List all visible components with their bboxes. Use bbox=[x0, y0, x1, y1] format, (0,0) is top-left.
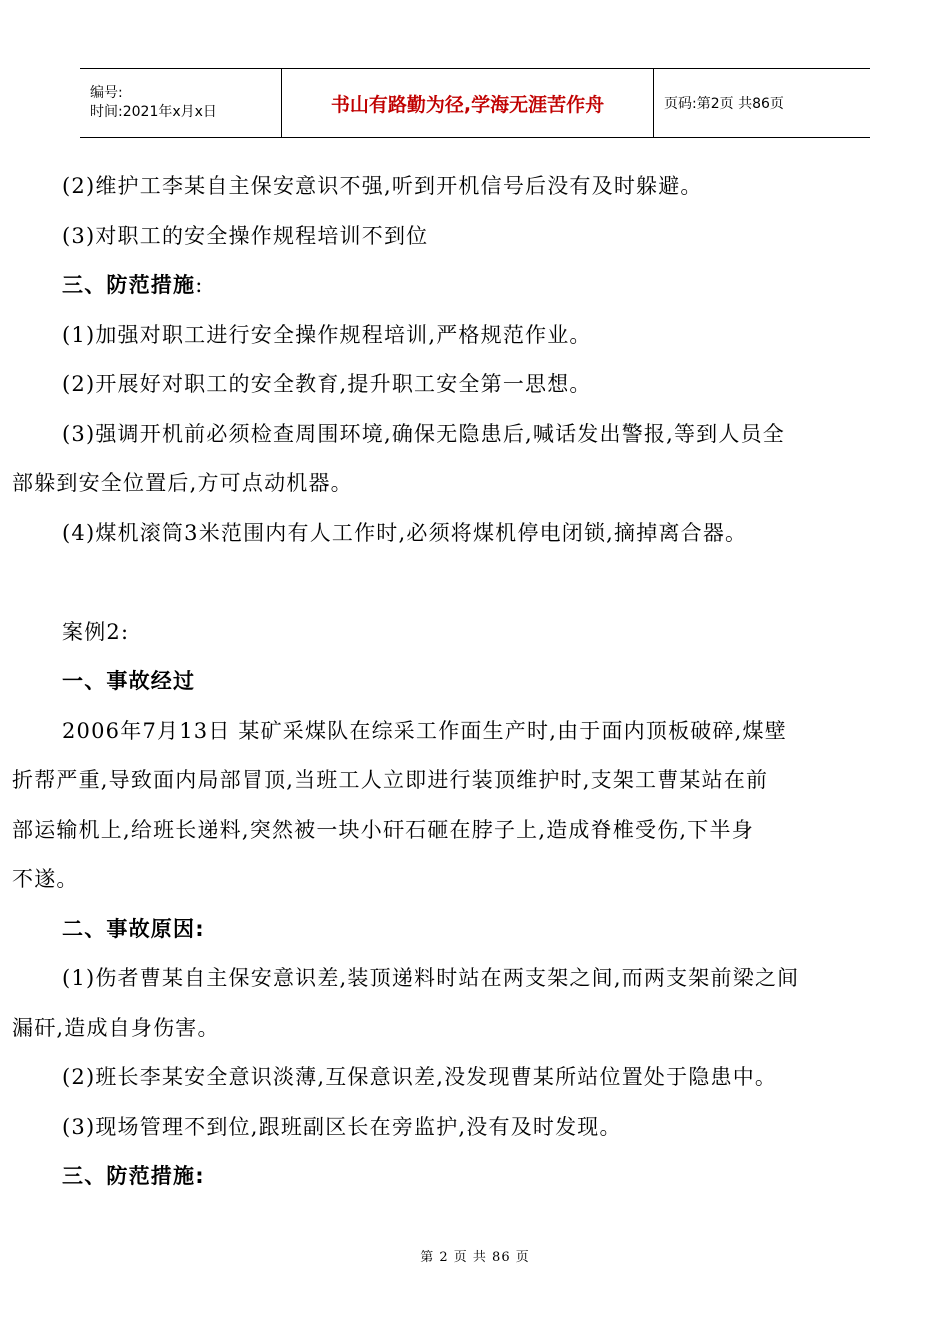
reason-item-3: (3)现场管理不到位,跟班副区长在旁监护,没有及时发现。 bbox=[62, 1114, 622, 1139]
reason-item-1-line-1: (1)伤者曹某自主保安意识差,装顶递料时站在两支架之间,而两支架前梁之间 bbox=[62, 966, 800, 990]
blank-line bbox=[12, 558, 934, 608]
cause-item-2: (2)维护工李某自主保安意识不强,听到开机信号后没有及时躲避。 bbox=[62, 174, 703, 198]
measures-heading-text: 三、防范措施 bbox=[62, 273, 196, 297]
measure-item-1: (1)加强对职工进行安全操作规程培训,严格规范作业。 bbox=[62, 322, 592, 347]
case-2-label: 案例2: bbox=[62, 619, 130, 644]
cause-item-3: (3)对职工的安全操作规程培训不到位 bbox=[62, 223, 429, 248]
document-body bbox=[12, 162, 934, 1202]
measure-item-3-line-2: 部躲到安全位置后,方可点动机器。 bbox=[12, 471, 353, 495]
measures-heading-2: 三、防范措施: bbox=[62, 1164, 205, 1188]
doc-code-label: 编号: bbox=[90, 85, 123, 101]
header-motto: 书山有路勤为径,学海无涯苦作舟 bbox=[330, 93, 605, 116]
doc-time-label: 时间:2021年x月x日 bbox=[90, 104, 217, 120]
header-right-cell bbox=[654, 69, 870, 137]
measure-item-3-line-1: (3)强调开机前必须检查周围环境,确保无隐患后,喊话发出警报,等到人员全 bbox=[62, 421, 785, 446]
process-line-1: 2006年7月13日 某矿采煤队在综采工作面生产时,由于面内顶板破碎,煤壁 bbox=[62, 718, 787, 743]
reason-item-2: (2)班长李某安全意识淡薄,互保意识差,没发现曹某所站位置处于隐患中。 bbox=[62, 1065, 778, 1089]
reason-item-1-line-2: 漏矸,造成自身伤害。 bbox=[12, 1015, 220, 1040]
process-line-4: 不遂。 bbox=[12, 867, 79, 891]
accident-process-heading: 一、事故经过 bbox=[62, 669, 196, 693]
process-line-2: 折帮严重,导致面内局部冒顶,当班工人立即进行装顶维护时,支架工曹某站在前 bbox=[12, 768, 769, 792]
measures-heading bbox=[12, 261, 934, 311]
page-footer: 第 2 页 共 86 页 bbox=[420, 1250, 530, 1265]
header-motto-cell bbox=[282, 69, 654, 137]
page-header bbox=[80, 68, 870, 138]
header-left-cell bbox=[80, 69, 282, 137]
header-page-number: 页码:第2页 共86页 bbox=[664, 96, 784, 112]
accident-reason-heading: 二、事故原因: bbox=[62, 916, 205, 941]
measures-heading-colon: : bbox=[195, 273, 204, 297]
process-line-3: 部运输机上,给班长递料,突然被一块小矸石砸在脖子上,造成脊椎受伤,下半身 bbox=[12, 817, 754, 842]
measure-item-2: (2)开展好对职工的安全教育,提升职工安全第一思想。 bbox=[62, 372, 592, 396]
measure-item-4: (4)煤机滚筒3米范围内有人工作时,必须将煤机停电闭锁,摘掉离合器。 bbox=[62, 520, 748, 545]
